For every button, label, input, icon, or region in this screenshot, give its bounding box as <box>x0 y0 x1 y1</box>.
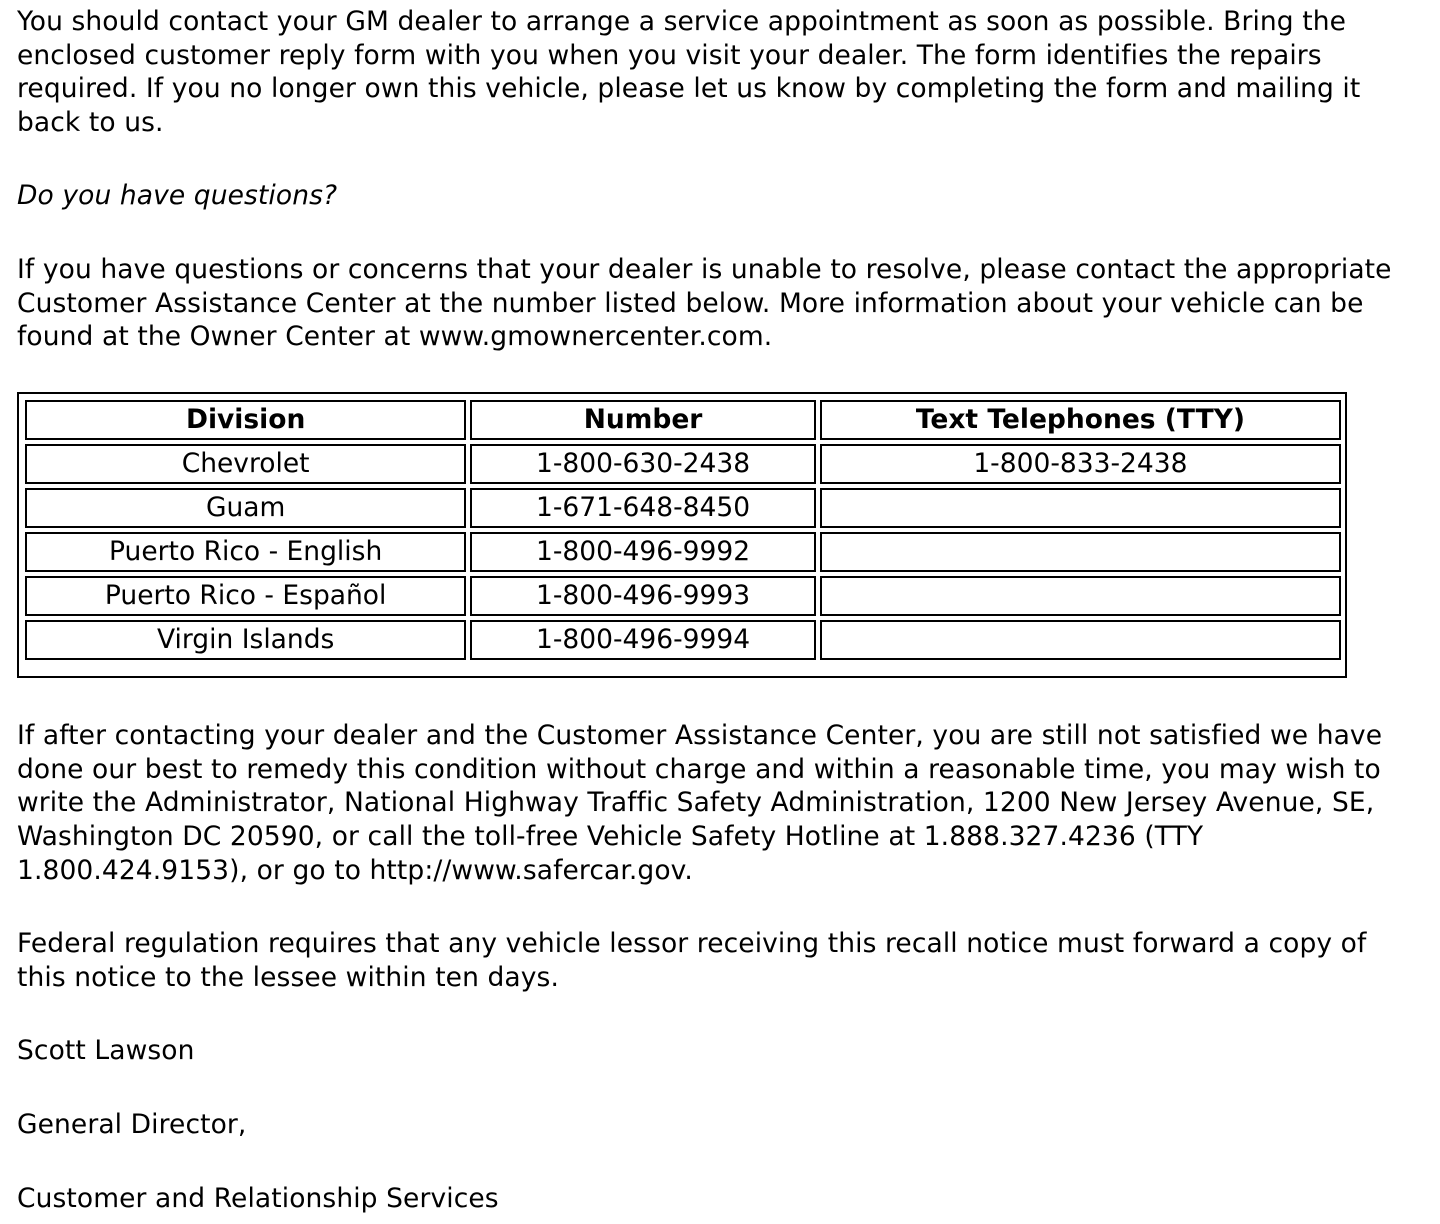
contact-table <box>21 396 1345 664</box>
nhtsa-paragraph: If after contacting your dealer and the Customer Assistance Center, you are still not satisfied we have done our best to remedy this condition without charge and within a reasonable time, you may wish to write the Administrator, National Highway Traffic Safety Administration, 1200 New Jersey Avenue, SE, Washington DC 20590, or call the toll-free Vehicle Safety Hotline at 1.888.327.4236 (TTY 1.800.424.9153), or go to http://www.safercar.gov. <box>17 720 1383 886</box>
division-cell: Guam <box>25 488 466 528</box>
contact-table-frame <box>17 392 1347 678</box>
signatory-title: General Director, <box>17 1109 247 1140</box>
questions-heading: Do you have questions? <box>17 180 338 211</box>
table-row <box>25 576 1341 616</box>
tty-cell <box>820 576 1341 616</box>
number-cell: 1-800-630-2438 <box>470 444 815 484</box>
table-header-row <box>25 400 1341 440</box>
table-row <box>25 488 1341 528</box>
header-tty: Text Telephones (TTY) <box>820 400 1341 440</box>
division-cell: Chevrolet <box>25 444 466 484</box>
division-cell: Virgin Islands <box>25 620 466 660</box>
table-row <box>25 620 1341 660</box>
table-row <box>25 444 1341 484</box>
table-row <box>25 532 1341 572</box>
number-cell: 1-800-496-9992 <box>470 532 815 572</box>
regulation-paragraph: Federal regulation requires that any vehicle lessor receiving this recall notice must forward a copy of this notice to the lessee within ten days. <box>17 928 1367 993</box>
division-cell: Puerto Rico - Español <box>25 576 466 616</box>
number-cell: 1-800-496-9994 <box>470 620 815 660</box>
number-cell: 1-800-496-9993 <box>470 576 815 616</box>
header-division: Division <box>25 400 466 440</box>
tty-cell: 1-800-833-2438 <box>820 444 1341 484</box>
tty-cell <box>820 620 1341 660</box>
questions-paragraph: If you have questions or concerns that your dealer is unable to resolve, please contact the appropriate Customer Assistance Center at the number listed below. More information about your vehicle can be found at the Owner Center at www.gmownercenter.com. <box>17 254 1392 353</box>
division-cell: Puerto Rico - English <box>25 532 466 572</box>
signatory-name: Scott Lawson <box>17 1035 195 1066</box>
header-number: Number <box>470 400 815 440</box>
number-cell: 1-671-648-8450 <box>470 488 815 528</box>
tty-cell <box>820 488 1341 528</box>
signatory-department: Customer and Relationship Services <box>17 1183 499 1214</box>
intro-paragraph: You should contact your GM dealer to arrange a service appointment as soon as possible. Bring the enclosed customer reply form with you when you visit your dealer. The form identifies the repairs required. If you no longer own this vehicle, please let us know by completing the form and mailing it back to us. <box>17 6 1361 139</box>
tty-cell <box>820 532 1341 572</box>
